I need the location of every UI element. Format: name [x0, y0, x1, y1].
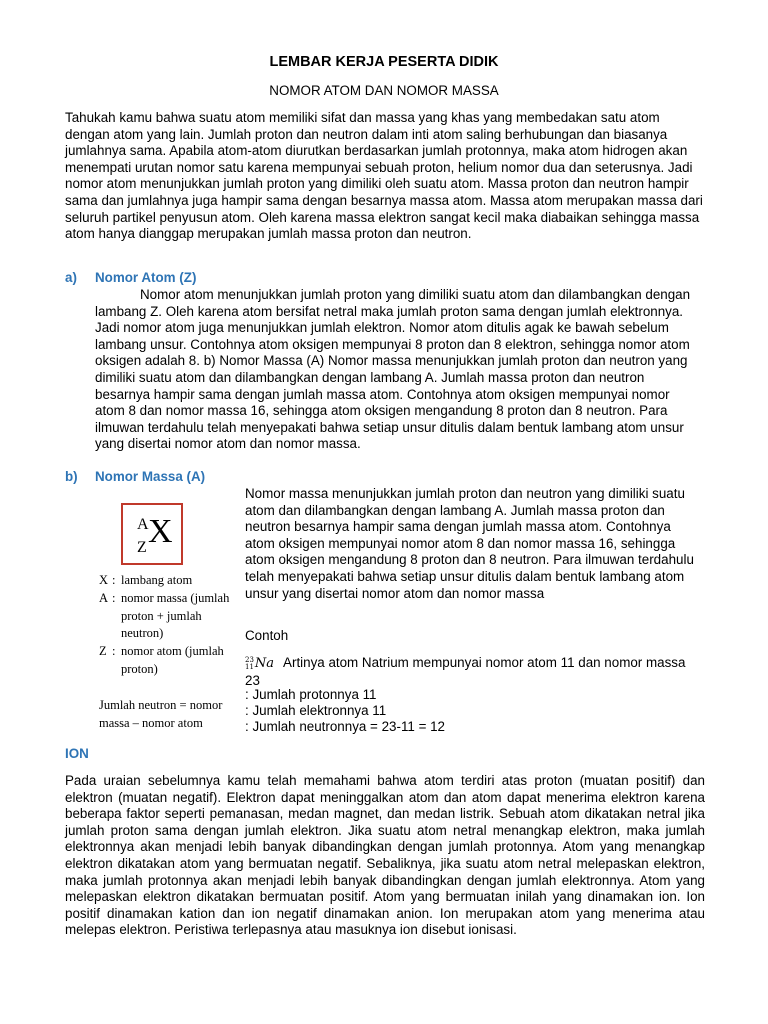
legend-row-z — [0, 643, 250, 683]
fact-protons: : Jumlah protonnya 11 — [245, 687, 377, 702]
ion-body: Pada uraian sebelumnya kamu telah memahami bahwa atom terdiri atas proton (muatan positif) dan elektron (muatan negatif). Elektron dapat meninggalkan atom dan atom dapat menerima elektron karena beberapa faktor seperti pemanasan, medan magnet, dan medan listrik. Sebuah atom dikatakan netral jika jumlah proton sama dengan jumlah elektron. Jika suatu atom netral menangkap elektron, maka jumlah elektronnya akan menjadi lebih banyak dibandingkan dengan jumlah protonnya. Atom yang menangkap elektron dikatakan atom yang bermuatan negatif. Sebaliknya, jika suatu atom netral melepaskan elektron, maka jumlah protonnya akan menjadi lebih banyak dibandingkan dengan jumlah elektronnya. Atom yang melepaskan elektron dikatakan bermuatan positif. Atom yang bermuatan inilah yang dinamakan ion. Ion positif dinamakan kation dan ion negatif dinamakan anion. Ion merupakan atom yang menerima atau melepas elektron. Peristiwa terlepasnya atau masuknya ion disebut ionisasi. — [65, 773, 705, 938]
mass-number-letter: A — [137, 516, 149, 533]
legend-key: X — [99, 573, 109, 587]
section-b-body: Nomor massa menunjukkan jumlah proton dan neutron yang dimiliki suatu atom dan dilambangkan dengan lambang A. Jumlah massa proton dan neutron besarnya hampir sama dengan jumlah massa atom. Contohnya atom oksigen mempunyai nomor atom 8 dan nomor massa 16, sehingga atom oksigen mengandung 8 proton dan 8 neutron. Para ilmuwan terdahulu telah menyepakati bahwa setiap unsur ditulis dalam bentuk lambang atom unsur yang disertai nomor atom dan nomor massa — [245, 486, 694, 601]
legend-colon: : — [112, 591, 116, 605]
page-title: LEMBAR KERJA PESERTA DIDIK — [269, 54, 499, 70]
example-text: Artinya atom Natrium mempunyai nomor atom 11 dan nomor massa 23 — [245, 655, 686, 688]
example-line — [245, 655, 700, 689]
legend-row-a — [0, 590, 250, 650]
legend-value: lambang atom — [121, 573, 193, 587]
legend-colon: : — [112, 573, 116, 587]
example-element-symbol: Na — [254, 656, 275, 671]
legend-key: Z — [99, 644, 107, 658]
example-mass-number: 23 — [245, 655, 254, 664]
fact-neutrons: : Jumlah neutronnya = 23-11 = 12 — [245, 719, 446, 734]
section-a-letter: a) — [65, 270, 77, 285]
atomic-number-letter: Z — [137, 539, 147, 556]
legend-value: nomor massa (jumlah proton + jumlah neutron) — [121, 591, 230, 640]
section-b-letter: b) — [65, 469, 78, 484]
element-letter: X — [148, 513, 173, 550]
example-nuclide — [245, 656, 274, 671]
legend-value: nomor atom (jumlah proton) — [121, 644, 224, 676]
fact-electrons: : Jumlah elektronnya 11 — [245, 703, 387, 718]
legend-colon: : — [112, 644, 116, 658]
page-subtitle: NOMOR ATOM DAN NOMOR MASSA — [269, 83, 499, 98]
example-atomic-number: 11 — [245, 662, 254, 671]
intro-paragraph: Tahukah kamu bahwa suatu atom memiliki sifat dan massa yang khas yang membedakan satu atom dengan atom yang lain. Jumlah proton dan neutron dalam inti atom saling berhubungan dan biasanya jumlahnya sama. Apabila atom-atom diurutkan berdasarkan jumlah protonnya, maka atom hidrogen akan menempati urutan nomor satu karena mempunyai sebuah proton, helium nomor dua dan seterusnya. Jadi nomor atom menunjukkan jumlah proton yang dimiliki oleh suatu atom. Massa proton dan neutron hampir sama dan jumlahnya juga hampir sama dengan besarnya massa atom. Massa atom merupakan massa dari seluruh partikel penyusun atom. Oleh karena massa elektron sangat kecil maka diabaikan sehingga massa atom hanya dianggap merupakan jumlah massa proton dan neutron. — [65, 110, 703, 242]
section-b-title: Nomor Massa (A) — [95, 469, 206, 484]
neutron-formula: Jumlah neutron = nomor massa – nomor atom — [99, 698, 223, 730]
atom-symbol-box — [121, 503, 183, 565]
example-label: Contoh — [245, 628, 289, 643]
ion-heading: ION — [65, 746, 89, 761]
legend-key: A — [99, 591, 109, 605]
section-a-body: Nomor atom menunjukkan jumlah proton yang dimiliki suatu atom dan dilambangkan dengan lambang Z. Oleh karena atom bersifat netral maka jumlah proton sama dengan jumlah elektronnya. Jadi nomor atom juga menunjukkan jumlah elektron. Nomor atom ditulis agak ke bawah sebelum lambang unsur. Contohnya atom oksigen mempunyai 8 proton dan 8 elektron, sehingga nomor atom oksigen adalah 8. b) Nomor Massa (A) Nomor massa menunjukkan jumlah proton dan neutron yang dimiliki suatu atom dan dilambangkan dengan lambang A. Jumlah massa proton dan neutron besarnya hampir sama dengan jumlah massa atom. Contohnya atom oksigen mempunyai nomor atom 8 dan nomor massa 16, sehingga atom oksigen mengandung 8 proton dan 8 neutron. Para ilmuwan terdahulu telah menyepakati bahwa setiap unsur ditulis dalam bentuk lambang atom unsur yang disertai nomor atom dan nomor massa. — [95, 287, 691, 452]
section-a-title: Nomor Atom (Z) — [95, 270, 197, 285]
